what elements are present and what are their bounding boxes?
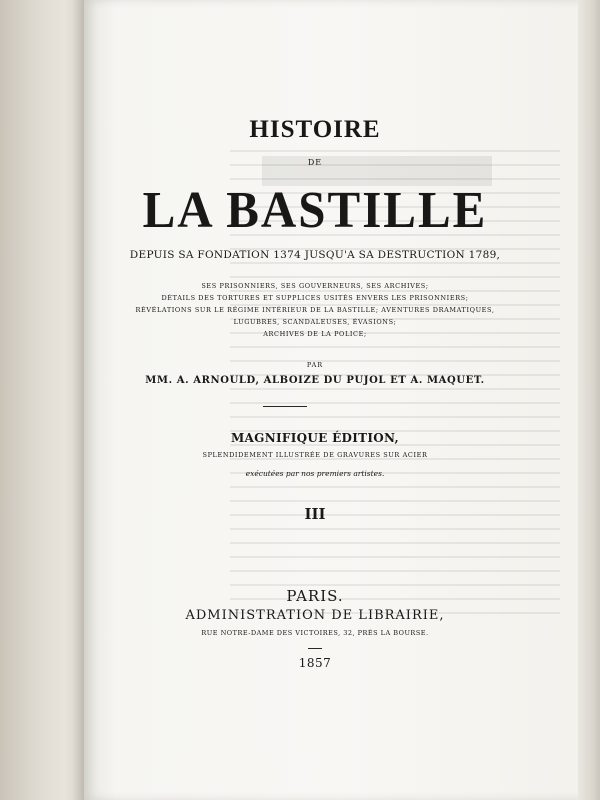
city: PARIS. xyxy=(286,587,344,605)
par-label: PAR xyxy=(306,361,324,369)
edition-label: MAGNIFIQUE ÉDITION, xyxy=(230,431,400,445)
title-de: DE xyxy=(307,158,323,167)
authors: MM. A. ARNOULD, ALBOIZE DU PUJOL ET A. MAQUET. xyxy=(145,375,485,386)
publication-year: 1857 xyxy=(298,656,332,670)
description-line: LUGUBRES, SCANDALEUSES, ÉVASIONS; xyxy=(233,318,397,326)
description-line: RÉVÉLATIONS SUR LE RÉGIME INTÉRIEUR DE LA BASTILLE; AVENTURES DRAMATIQUES, xyxy=(135,306,495,314)
publisher: ADMINISTRATION DE LIBRAIRIE, xyxy=(185,608,445,623)
description-line: ARCHIVES DE LA POLICE; xyxy=(263,330,367,338)
main-title: LA BASTILLE xyxy=(142,180,488,239)
divider-rule-small xyxy=(308,648,322,649)
artists-note: exécutées par nos premiers artistes. xyxy=(245,469,385,478)
divider-rule xyxy=(263,406,307,407)
illustration-note: SPLENDIDEMENT ILLUSTRÉE DE GRAVURES SUR ACIER xyxy=(202,451,428,459)
description-line: SES PRISONNIERS, SES GOUVERNEURS, SES ARCHIVES; xyxy=(201,282,429,290)
page-edge xyxy=(578,0,600,800)
description-line: DÉTAILS DES TORTURES ET SUPPLICES USITÉS ENVERS LES PRISONNIERS; xyxy=(161,294,469,302)
title-page-content xyxy=(110,0,520,800)
publisher-address: RUE NOTRE-DAME DES VICTOIRES, 32, PRÈS LA BOURSE. xyxy=(201,629,429,637)
subtitle: DEPUIS SA FONDATION 1374 JUSQU'A SA DESTRUCTION 1789, xyxy=(129,249,501,261)
title-histoire: HISTOIRE xyxy=(249,116,381,143)
volume-number: III xyxy=(304,505,326,523)
